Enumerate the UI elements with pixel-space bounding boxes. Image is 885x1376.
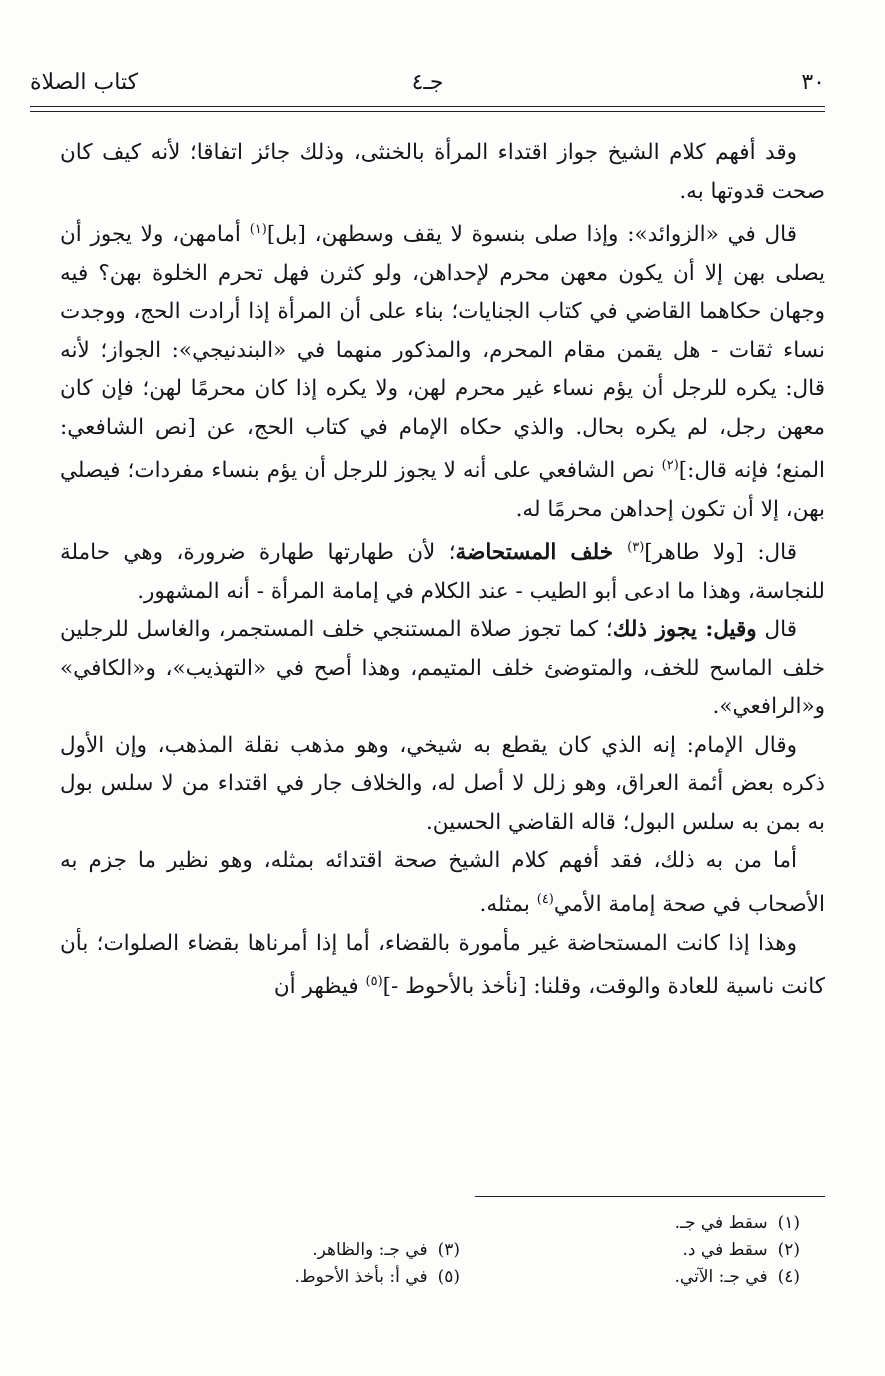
paragraph-7-part: فيظهر أن [273,974,366,1000]
footnote-text: سقط في جـ. [674,1213,768,1233]
footnote-number: (١) [777,1213,800,1233]
paragraph-5: وقال الإمام: إنه الذي كان يقطع به شيخي، وهو مذهب نقلة المذهب، وإن الأول ذكره بعض أئمة العراق، وهو زلل لا أصل له، والخلاف جار في اقتداء من لا سلس بول به بمن به سلس البول؛ قاله القاضي الحسين. [60,732,825,835]
footnote-column-right [675,1210,800,1291]
footnote-text: في جـ: والظاهر. [312,1240,428,1260]
footnote-ref-1: (١) [249,222,267,237]
footnote-text: في جـ: الآتي. [674,1267,768,1287]
book-title: كتاب الصلاة [30,70,139,95]
paragraph-6-part: أما من به ذلك، فقد أفهم كلام الشيخ صحة اقتدائه بمثله، وهو نظير ما جزم به الأصحاب في صحة إمامة الأمي [60,848,825,918]
volume-label: جـ٤ [411,70,444,95]
footnote-ref-3: (٣) [627,540,645,556]
bold-matn-text: وقيل: يجوز ذلك [612,617,757,643]
header-rule-bottom [30,111,825,112]
footnote-ref-5: (٥) [365,974,383,990]
paragraph-3-part: ؛ لأن طهارتها طهارة ضرورة، وهي حاملة للنجاسة، وهذا ما ادعى أبو الطيب - عند الكلام في إمامة المرأة - أنه المشهور. [60,540,825,604]
paragraph-3 [60,529,825,611]
paragraph-4-part: قال [756,617,797,643]
footnote-5 [294,1264,460,1291]
footnote-column-left [294,1237,460,1291]
footnote-separator [475,1196,825,1197]
page-header [30,62,825,102]
footnote-number: (٥) [437,1267,460,1287]
paragraph-1: وقد أفهم كلام الشيخ جواز اقتداء المرأة بالخنثى، وذلك جائز اتفاقا؛ لأنه كيف كان صحت قدوتها به. [60,140,825,204]
paragraph-7 [60,925,825,1007]
paragraph-4 [60,611,825,727]
footnote-number: (٢) [777,1240,800,1260]
footnote-text: سقط في د. [682,1240,768,1260]
paragraph-6-part: بمثله. [479,892,537,918]
paragraph-2-part: نص الشافعي على أنه لا يجوز للرجل أن يؤم بنساء مفردات؛ فيصلي بهن، إلا أن تكون إحداهن محرمًا له. [60,458,825,522]
footnote-number: (٤) [777,1267,800,1287]
footnote-1 [675,1210,800,1237]
bold-matn-text: خلف المستحاضة [455,540,628,566]
paragraph-3-part: قال: [ولا طاهر] [644,540,798,566]
paragraph-6 [60,842,825,924]
paragraph-7-part: وهذا إذا كانت المستحاضة غير مأمورة بالقضاء، أما إذا أمرناها بقضاء الصلوات؛ بأن كانت ناسية للعادة والوقت، وقلنا: [نأخذ بالأحوط -] [60,930,825,1000]
paragraph-4-part: ؛ كما تجوز صلاة المستنجي خلف المستجمر، والغاسل للرجلين خلف الماسح للخف، والمتوضئ خلف المتيمم، وهذا أصح في «التهذيب»، و«الكافي» و«الرافعي». [60,617,825,720]
footnote-text: في أ: بأخذ الأحوط. [294,1267,428,1287]
paragraph-2 [60,211,825,529]
paragraph-2-part: قال في «الزوائد»: وإذا صلى بنسوة لا يقف وسطهن، [بل] [266,222,798,248]
footnote-number: (٣) [437,1240,460,1260]
footnote-4 [675,1264,800,1291]
footnote-ref-2: (٢) [661,458,679,474]
footnote-3 [294,1237,460,1264]
paragraph-2-part: أمامهن، ولا يجوز أن يصلى بهن إلا أن يكون معهن محرم لإحداهن، ولو كثرن فهل تحرم الخلوة بهن؟ فيه وجهان حكاهما القاضي في كتاب الجنايات؛ بناء على أن المرأة إذا أرادت الحج، ووجدت نساء ثقات - هل يقمن مقام المحرم، والمذكور منهما في «البندنيجي»: الجواز؛ لأنه قال: يكره للرجل أن يؤم نساء غير محرم لهن، ولا يكره إذا كان محرمًا لهن؛ فإن كان معهن رجل، لم يكره بحال. والذي حكاه الإمام في كتاب الحج، عن [نص الشافعي: المنع؛ فإنه قال:] [60,222,826,484]
footnote-ref-4: (٤) [536,891,554,907]
footnote-2 [675,1237,800,1264]
main-text [60,134,825,1007]
page-number: ٣٠ [801,70,825,95]
header-rule-top [30,106,825,107]
